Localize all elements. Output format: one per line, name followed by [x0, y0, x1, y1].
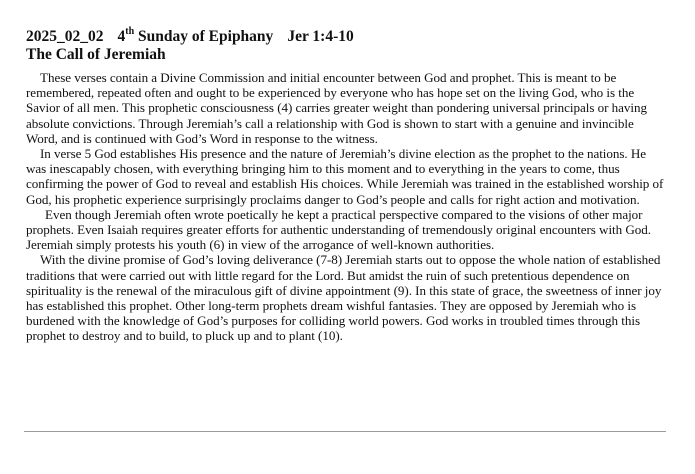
- document-heading: [26, 25, 668, 46]
- paragraph-3: Even though Jeremiah often wrote poetically he kept a practical perspective compared to the visions of other major prophets. Even Isaiah requires greater efforts for authentic understanding of tremendously original encounters with God. Jeremiah simply protests his youth (6) in view of the arrogance of well-known authorities.: [26, 206, 651, 253]
- heading-date: 2025_02_02: [26, 28, 104, 45]
- heading-sunday-suffix: th: [125, 25, 135, 37]
- paragraph-4: With the divine promise of God’s loving deliverance (7-8) Jeremiah starts out to oppose the whole nation of established traditions that were carried out with little regard for the Lord. But amidst the ruin of such pretentious dependence on spirituality is the renewal of the miraculous gift of divine appointment (9). In this state of grace, the sweetness of inner joy has established this prophet. Other long-term prophets dream wishful fantasies. They are opposed by Jeremiah who is burdened with the knowledge of God’s purposes for colliding world powers. God works in troubled times through this prophet to destroy and to build, to pluck up and to plant (10).: [26, 252, 662, 344]
- heading-sunday-number: 4: [117, 28, 126, 45]
- paragraph-2: In verse 5 God establishes His presence and the nature of Jeremiah’s divine election as the prophet to the nations. He was inescapably chosen, with everything bringing him to this moment and to everything in the years to come, thus confirming the power of God to reveal and establish His choices. While Jeremiah was trained in the established worship of God, his prophetic experience surprisingly proclaims danger to God’s people and calls for right action and motivation.: [26, 146, 664, 207]
- paragraph-1: These verses contain a Divine Commission and initial encounter between God and prophet. This is meant to be remembered, repeated often and ought to be experienced by everyone who has hope set on the living God, who is the Savior of all men. This prophetic consciousness (4) carries greater weight than pondering universal principals or having absolute convictions. Through Jeremiah’s call a relationship with God is shown to start with a genuine and invincible Word, and is continued with God’s Word in response to the witness.: [26, 70, 647, 146]
- heading-occasion: Sunday of Epiphany: [138, 28, 274, 45]
- heading-reference: Jer 1:4-10: [287, 28, 354, 45]
- bottom-rule: [24, 431, 666, 432]
- document-subtitle: The Call of Jeremiah: [26, 46, 166, 63]
- document-body: [26, 25, 668, 344]
